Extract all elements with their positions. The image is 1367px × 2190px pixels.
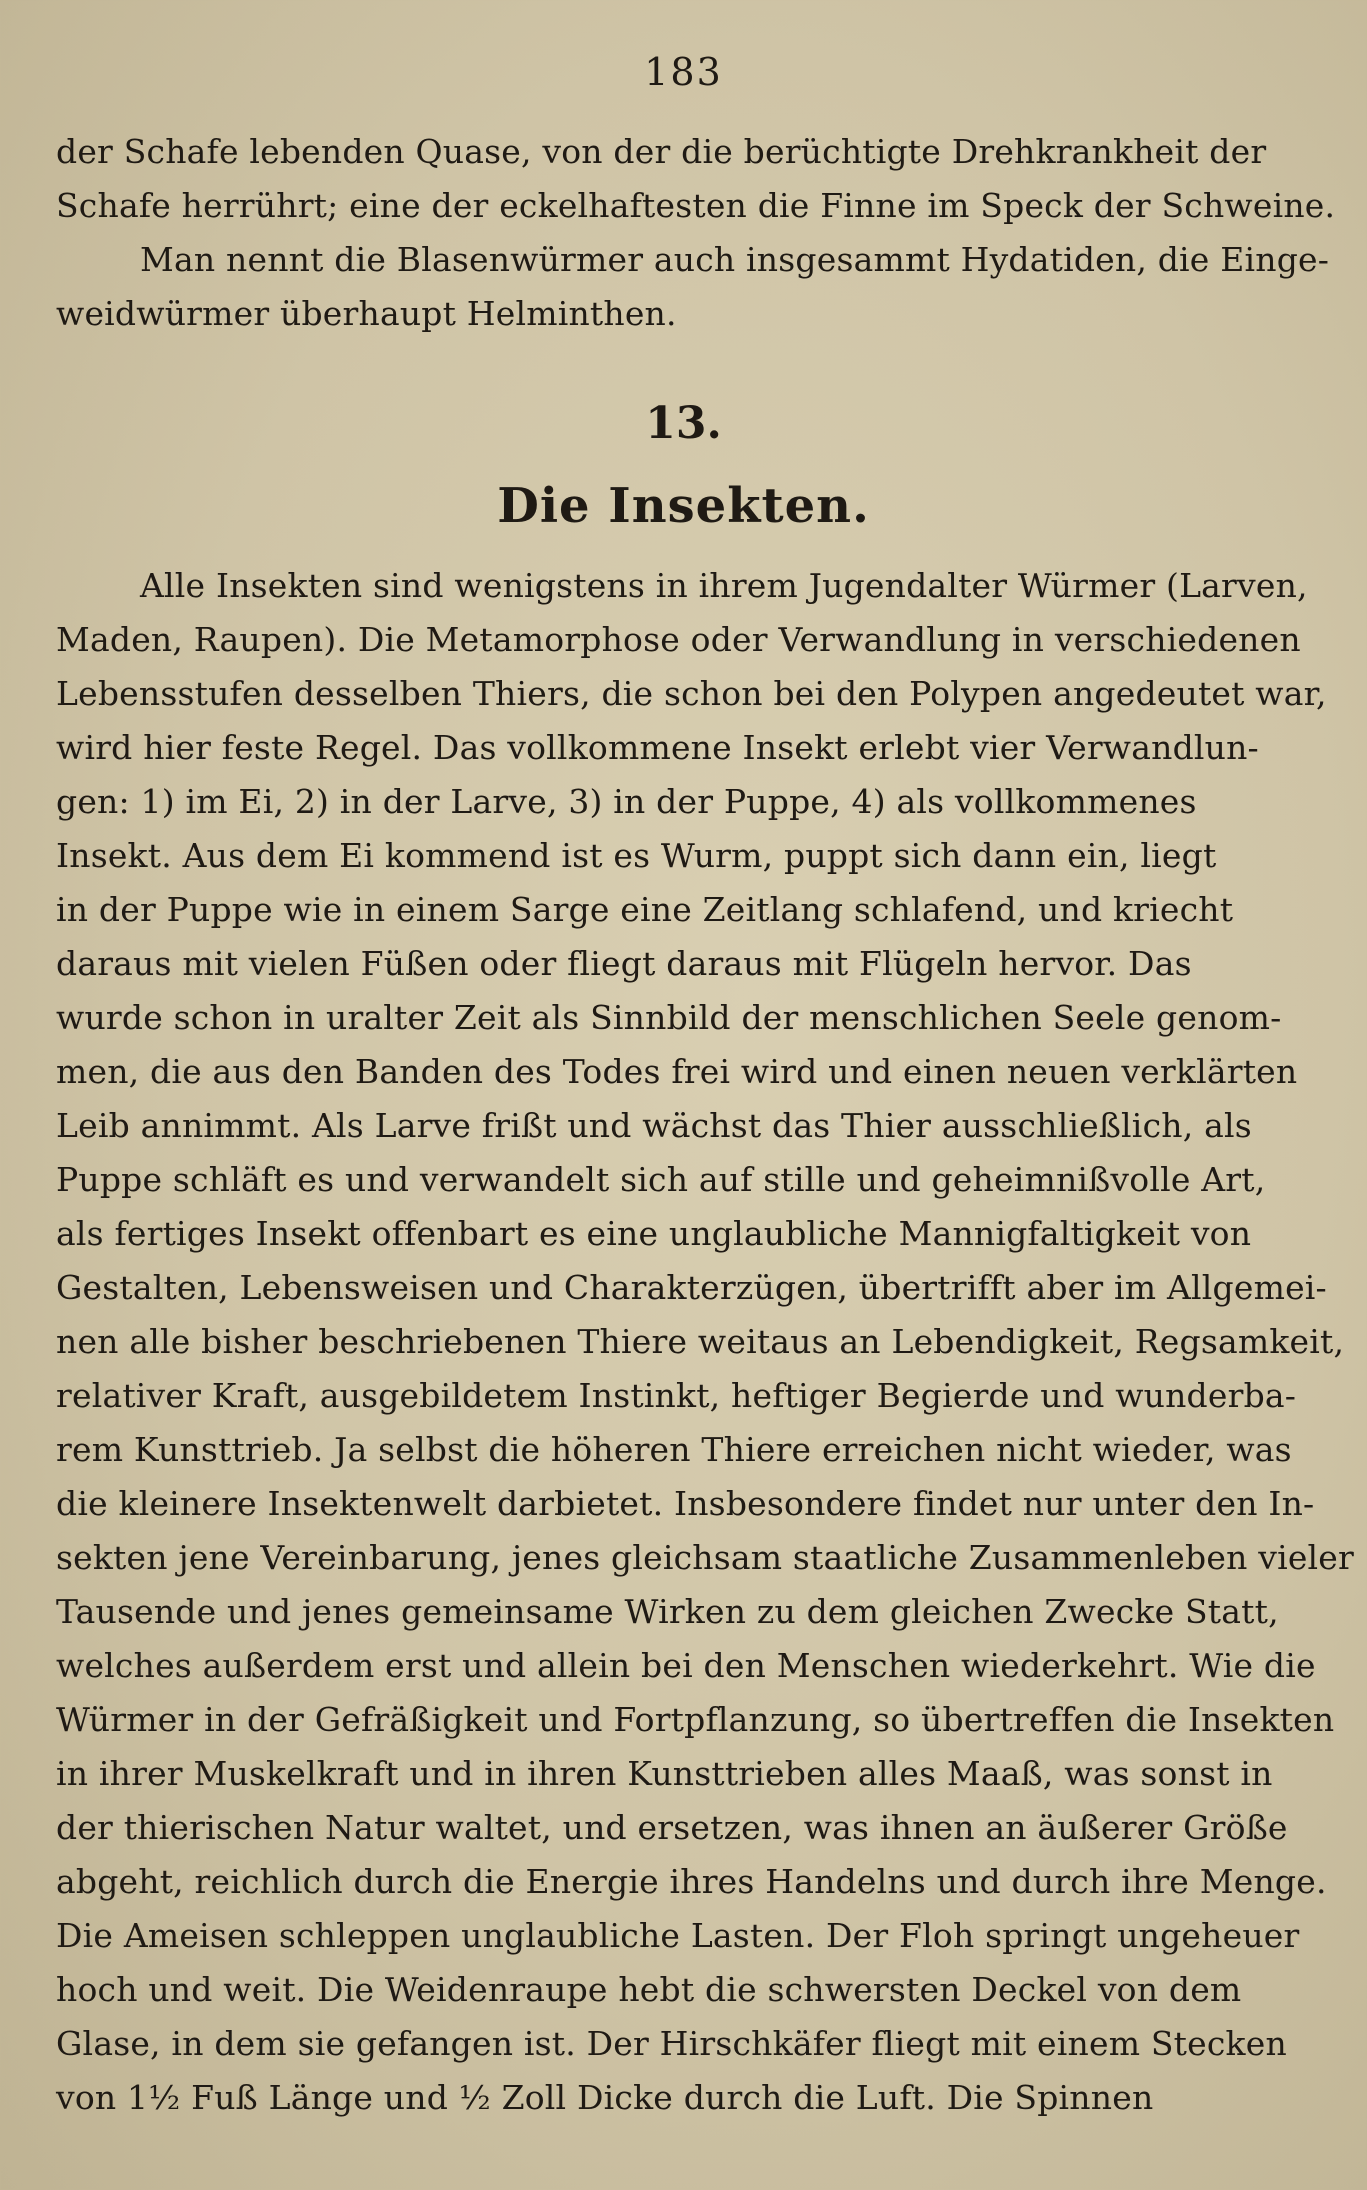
text-line: Alle Insekten sind wenigstens in ihrem Jugendalter Würmer (Larven, (140, 566, 1308, 605)
text-line: die kleinere Insektenwelt darbietet. Insbesondere findet nur unter den In- (56, 1484, 1315, 1523)
text-line: Würmer in der Gefräßigkeit und Fortpflanzung, so übertreffen die Insekten (56, 1700, 1335, 1739)
text-line: rem Kunsttrieb. Ja selbst die höheren Thiere erreichen nicht wieder, was (56, 1430, 1292, 1469)
text-line: Lebensstufen desselben Thiers, die schon bei den Polypen angedeutet war, (56, 674, 1327, 713)
section-number: 13. (645, 398, 722, 449)
text-line: wird hier feste Regel. Das vollkommene Insekt erlebt vier Verwandlun- (56, 728, 1259, 767)
text-line: Puppe schläft es und verwandelt sich auf stille und geheimnißvolle Art, (56, 1160, 1266, 1199)
text-line: als fertiges Insekt offenbart es eine unglaubliche Mannigfaltigkeit von (56, 1214, 1252, 1253)
text-line: Die Ameisen schleppen unglaubliche Lasten. Der Floh springt ungeheuer (56, 1916, 1300, 1955)
text-line: Insekt. Aus dem Ei kommend ist es Wurm, puppt sich dann ein, liegt (56, 836, 1217, 875)
text-line: Tausende und jenes gemeinsame Wirken zu dem gleichen Zwecke Statt, (56, 1592, 1279, 1631)
text-line: weidwürmer überhaupt Helminthen. (56, 294, 677, 333)
text-line: der Schafe lebenden Quase, von der die berüchtigte Drehkrankheit der (56, 132, 1267, 171)
text-line: hoch und weit. Die Weidenraupe hebt die schwersten Deckel von dem (56, 1970, 1242, 2009)
text-line: Gestalten, Lebensweisen und Charakterzügen, übertrifft aber im Allgemei- (56, 1268, 1327, 1307)
text-line: nen alle bisher beschriebenen Thiere weitaus an Lebendigkeit, Regsamkeit, (56, 1322, 1345, 1361)
text-line: von 1½ Fuß Länge und ½ Zoll Dicke durch die Luft. Die Spinnen (56, 2078, 1154, 2117)
page-number: 183 (644, 50, 723, 94)
text-line: Glase, in dem sie gefangen ist. Der Hirschkäfer fliegt mit einem Stecken (56, 2024, 1287, 2063)
text-line: Schafe herrührt; eine der eckelhaftesten die Finne im Speck der Schweine. (56, 186, 1336, 225)
text-line: Man nennt die Blasenwürmer auch insgesammt Hydatiden, die Einge- (140, 240, 1330, 279)
text-line: in ihrer Muskelkraft und in ihren Kunsttrieben alles Maaß, was sonst in (56, 1754, 1273, 1793)
text-line: welches außerdem erst und allein bei den Menschen wiederkehrt. Wie die (56, 1646, 1316, 1685)
text-line: relativer Kraft, ausgebildetem Instinkt, heftiger Begierde und wunderba- (56, 1376, 1297, 1415)
text-line: daraus mit vielen Füßen oder fliegt daraus mit Flügeln hervor. Das (56, 944, 1192, 983)
text-line: sekten jene Vereinbarung, jenes gleichsam staatliche Zusammenleben vieler (56, 1538, 1355, 1577)
text-line: men, die aus den Banden des Todes frei wird und einen neuen verklärten (56, 1052, 1298, 1091)
text-line: in der Puppe wie in einem Sarge eine Zeitlang schlafend, und kriecht (56, 890, 1234, 929)
text-line: Leib annimmt. Als Larve frißt und wächst das Thier ausschließlich, als (56, 1106, 1252, 1145)
text-line: Maden, Raupen). Die Metamorphose oder Verwandlung in verschiedenen (56, 620, 1301, 659)
text-line: abgeht, reichlich durch die Energie ihres Handelns und durch ihre Menge. (56, 1862, 1327, 1901)
text-line: der thierischen Natur waltet, und ersetzen, was ihnen an äußerer Größe (56, 1808, 1288, 1847)
section-title: Die Insekten. (497, 478, 870, 534)
text-line: gen: 1) im Ei, 2) in der Larve, 3) in der Puppe, 4) als vollkommenes (56, 782, 1197, 821)
text-line: wurde schon in uralter Zeit als Sinnbild der menschlichen Seele genom- (56, 998, 1282, 1037)
